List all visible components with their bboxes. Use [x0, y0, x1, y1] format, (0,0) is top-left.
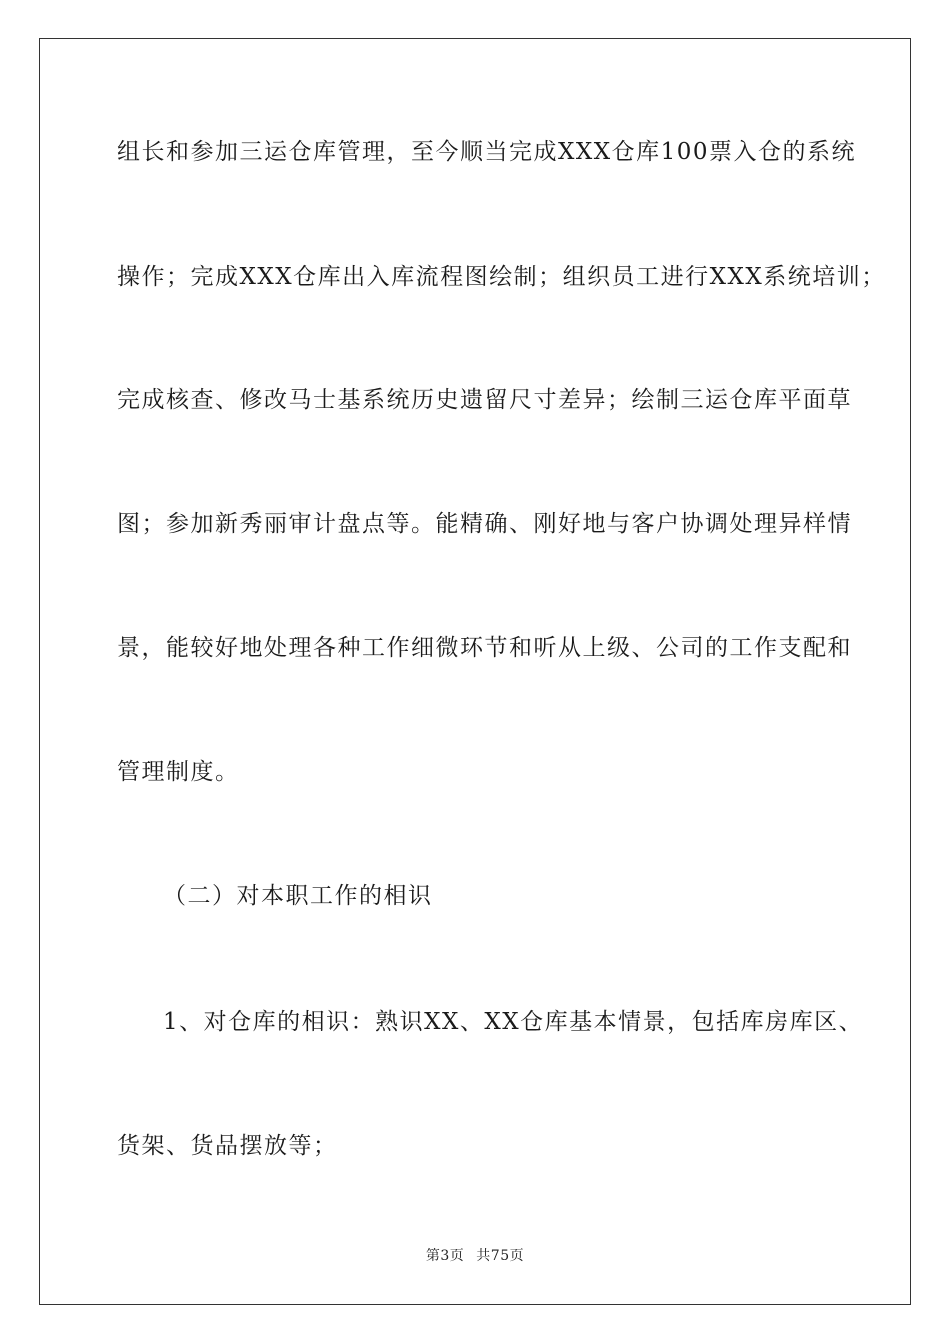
list-item-1-line-1: 1、对仓库的相识：熟识XX、XX仓库基本情景，包括库房库区、 [163, 1009, 864, 1035]
paragraph-line-6: 管理制度。 [117, 759, 240, 785]
list-item-1-line-2: 货架、货品摆放等； [117, 1133, 338, 1159]
page-footer [0, 1247, 950, 1265]
page-total: 共75页 [476, 1248, 525, 1264]
paragraph-line-5: 景，能较好地处理各种工作细微环节和听从上级、公司的工作支配和 [117, 635, 852, 661]
paragraph-line-2: 操作；完成XXX仓库出入库流程图绘制；组织员工进行XXX系统培训； [117, 264, 886, 290]
paragraph-line-4: 图；参加新秀丽审计盘点等。能精确、刚好地与客户协调处理异样情 [117, 511, 852, 537]
section-heading: （二）对本职工作的相识 [163, 883, 433, 909]
paragraph-line-3: 完成核查、修改马士基系统历史遗留尺寸差异；绘制三运仓库平面草 [117, 387, 852, 413]
page-frame [39, 38, 911, 1305]
page-number: 第3页 [425, 1248, 465, 1264]
paragraph-line-1: 组长和参加三运仓库管理，至今顺当完成XXX仓库100票入仓的系统 [117, 139, 857, 165]
